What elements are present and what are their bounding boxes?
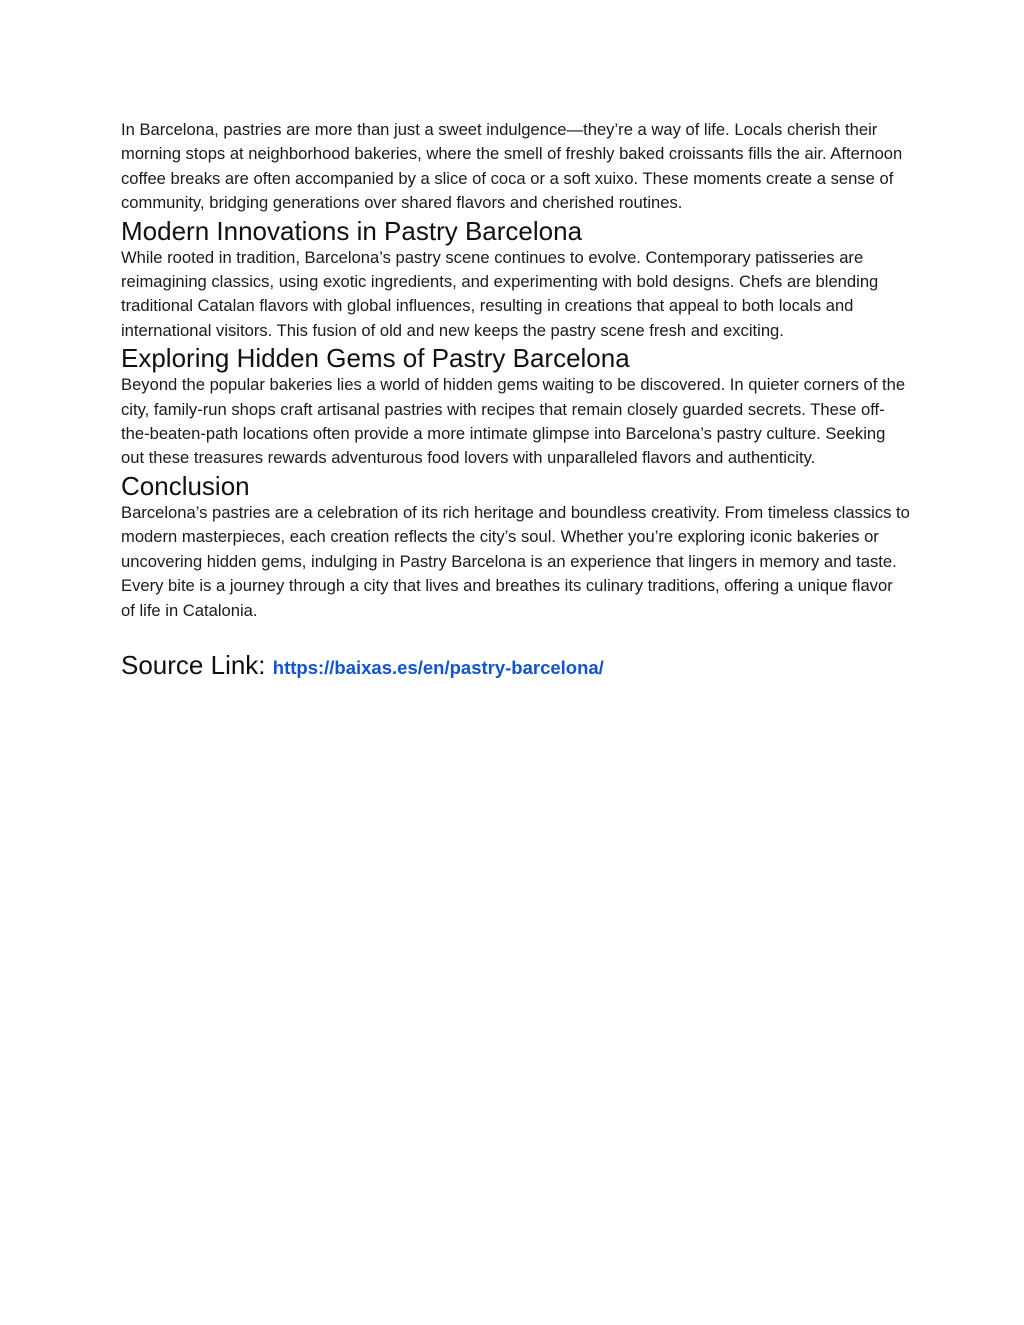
paragraph-modern-innovations: While rooted in tradition, Barcelona’s pastry scene continues to evolve. Contemporary patisseries are reimagining classics, using exotic ingredients, and experimenting with bold designs. Chefs are blending traditional Catalan flavors with global influences, resulting in creations that appeal to both locals and international visitors. This fusion of old and new keeps the pastry scene fresh and exciting. [121, 247, 879, 340]
heading-modern-innovations: Modern Innovations in Pastry Barcelona [121, 215, 583, 246]
heading-conclusion: Conclusion [121, 470, 250, 501]
document-body [121, 118, 911, 683]
heading-hidden-gems: Exploring Hidden Gems of Pastry Barcelona [121, 343, 630, 374]
paragraph-hidden-gems: Beyond the popular bakeries lies a world of hidden gems waiting to be discovered. In quieter corners of the city, family-run shops craft artisanal pastries with recipes that remain closely guarded secrets. These off-the-beaten-path locations often provide a more intimate glimpse into Barcelona’s pastry culture. Seeking out these treasures rewards adventurous food lovers with unparalleled flavors and authenticity. [121, 375, 906, 468]
source-line [121, 650, 911, 683]
source-link[interactable]: https://baixas.es/en/pastry-barcelona/ [272, 656, 604, 678]
source-label: Source Link: [121, 649, 266, 680]
intro-paragraph: In Barcelona, pastries are more than just a sweet indulgence—they’re a way of life. Locals cherish their morning stops at neighborhood bakeries, where the smell of freshly baked croissants fills the air. Afternoon coffee breaks are often accompanied by a slice of coca or a soft xuixo. These moments create a sense of community, bridging generations over shared flavors and cherished routines. [121, 120, 903, 213]
paragraph-conclusion: Barcelona’s pastries are a celebration of its rich heritage and boundless creativity. From timeless classics to modern masterpieces, each creation reflects the city’s soul. Whether you’re exploring iconic bakeries or uncovering hidden gems, indulging in Pastry Barcelona is an experience that lingers in memory and taste. Every bite is a journey through a city that lives and breathes its culinary traditions, offering a unique flavor of life in Catalonia. [121, 502, 910, 620]
